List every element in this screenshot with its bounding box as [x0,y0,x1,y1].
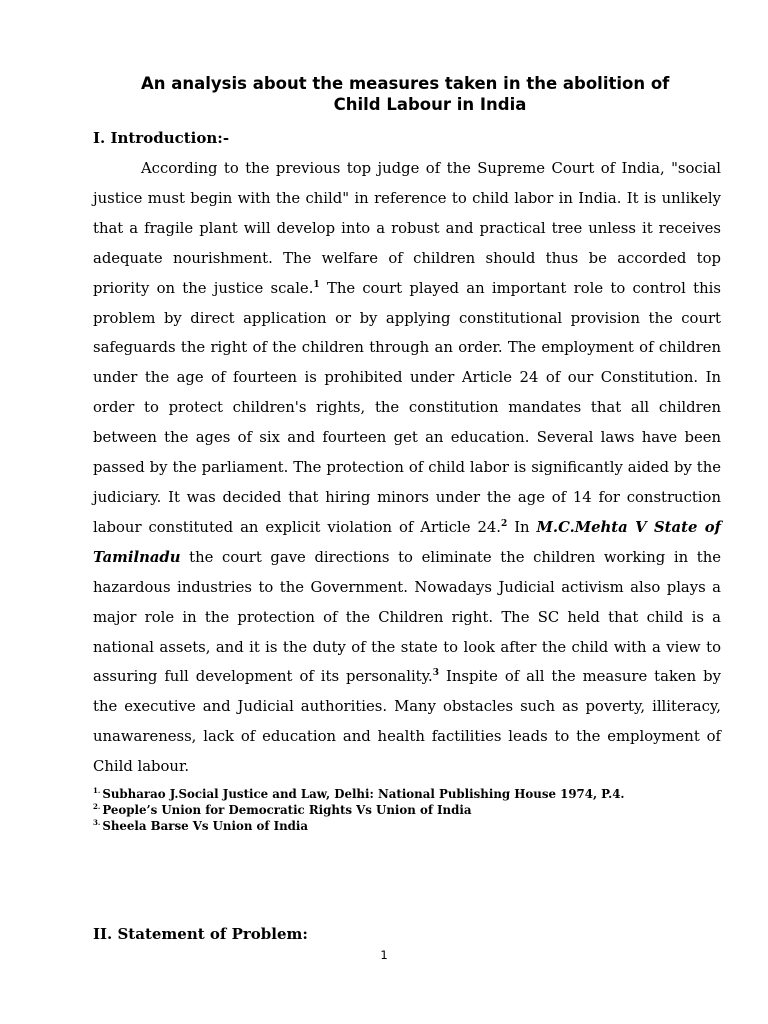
paragraph-text: Inspite of all the measure taken by the executive and Judicial authorities. Many obstacles such as poverty, illiteracy, unawareness, lack of education and health factilities leads to the employment of Child labour. [93,668,721,776]
section-heading-introduction: I. Introduction:- [93,129,230,147]
paragraph-text: the court gave directions to eliminate the children working in the hazardous industries to the Government. Nowadays Judicial activism also plays a major role in the protection of the Children right. The SC held that child is a national assets, and it is the duty of the state to look after the child with a view to assuring full development of its personality. [93,548,721,686]
paragraph-text: In [507,518,537,536]
page-number: 1 [380,948,388,962]
footnote-number: 2. [93,802,101,812]
paragraph-text: According to the previous top judge of the Supreme Court of India, "social justice must begin with the child" in reference to child labor in India. It is unlikely that a fragile plant will develop into a robust and practical tree unless it receives adequate nourishment. The welfare of children should thus be accorded top priority on the justice scale. [93,160,721,297]
footnote-number: 1. [93,786,101,796]
footnote-text: Sheela Barse Vs Union of India [102,819,309,834]
footnote-text: Subharao J.Social Justice and Law, Delhi: National Publishing House 1974, P.4. [102,787,625,801]
footnote-ref-1: 1 [313,279,320,290]
document-title [92,73,768,115]
footnotes [93,786,721,835]
footnote-item [93,802,721,818]
footnote-item [93,818,721,834]
paragraph-text: The court played an important role to control this problem by direct application or by applying constitutional provision the court safeguards the right of the children through an order. The employment of children under the age of fourteen is prohibited under Article 24 of our Constitution. In order to protect children's rights, the constitution mandates that all children between the ages of six and fourteen get an education. Several laws have been passed by the parliament. The protection of child labor is significantly aided by the judiciary. It was decided that hiring minors under the age of 14 for construction labour constituted an explicit violation of Article 24. [93,279,721,536]
footnote-number: 3. [93,818,101,828]
footnote-ref-2: 2 [501,518,508,529]
section-heading-statement-of-problem: II. Statement of Problem: [93,925,308,943]
footnote-ref-3: 3 [432,668,439,679]
title-line-2: Child Labour in India [333,95,527,114]
footnote-item [93,786,721,802]
footnote-text: People’s Union for Democratic Rights Vs Union of India [102,803,472,818]
introduction-paragraph [93,154,721,782]
title-line-1: An analysis about the measures taken in the abolition of [141,74,670,93]
case-name: M.C.Mehta V State of Tamilnadu [93,518,721,566]
